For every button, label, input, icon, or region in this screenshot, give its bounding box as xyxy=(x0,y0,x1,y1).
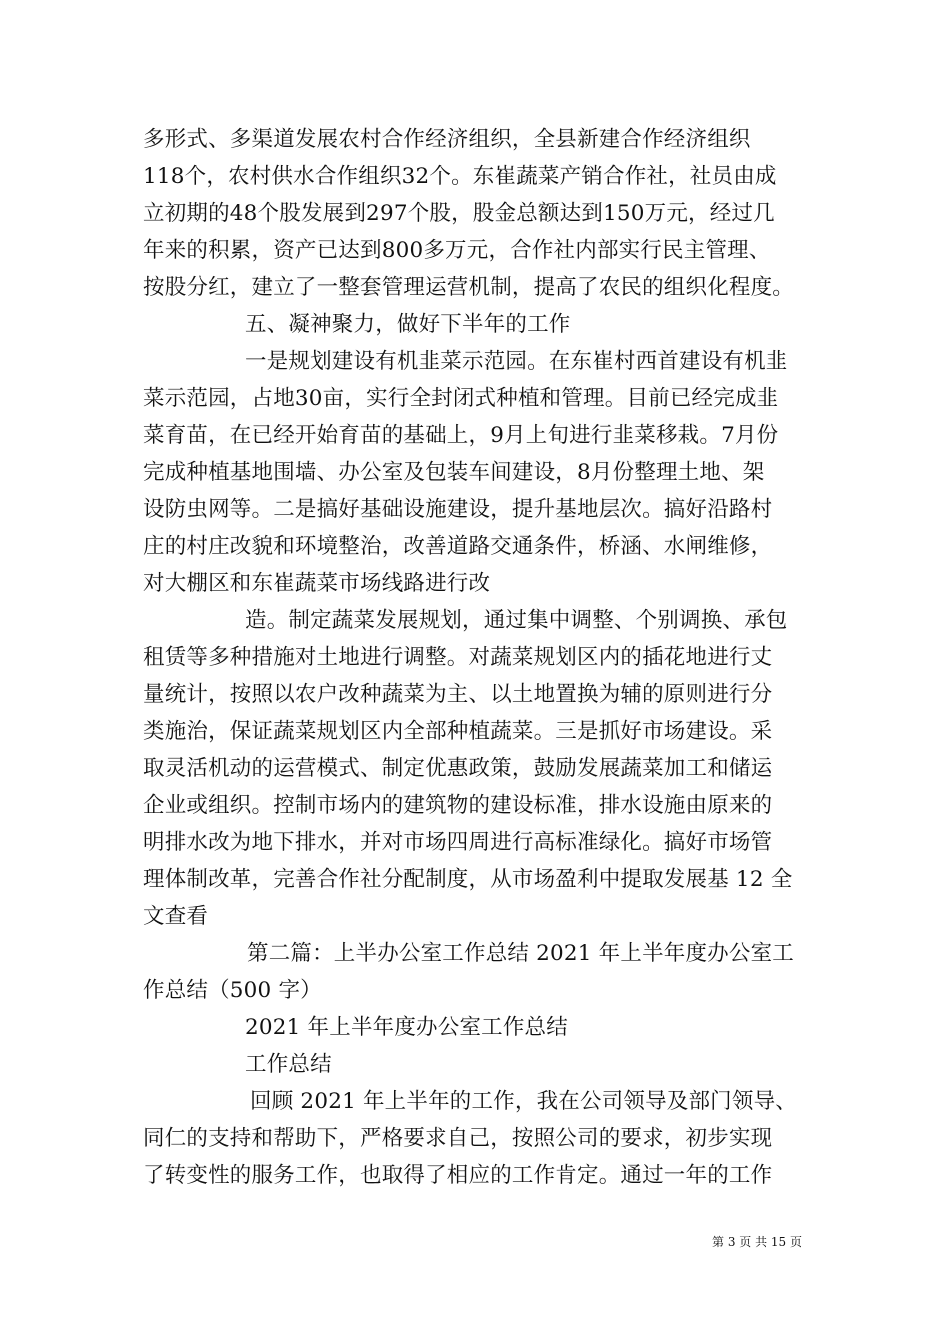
paragraph-line: 了转变性的服务工作，也取得了相应的工作肯定。通过一年的工作 xyxy=(143,1163,773,1188)
paragraph-line: 量统计，按照以农户改种蔬菜为主、以土地置换为辅的原则进行分 xyxy=(143,682,773,707)
paragraph-line: 立初期的48个股发展到297个股，股金总额达到150万元，经过几 xyxy=(143,201,775,226)
paragraph-line: 文查看 xyxy=(143,904,209,929)
paragraph-line: 设防虫网等。二是搞好基础设施建设，提升基地层次。搞好沿路村 xyxy=(143,497,773,522)
part-title: 第二篇：上半办公室工作总结 2021 年上半年度办公室工 xyxy=(247,941,794,966)
part-title: 作总结（500 字） xyxy=(143,978,322,1003)
paragraph-line: 理体制改革，完善合作社分配制度，从市场盈利中提取发展基 12 全 xyxy=(143,867,793,892)
paragraph-line: 造。制定蔬菜发展规划，通过集中调整、个别调换、承包 xyxy=(245,608,788,633)
paragraph-line: 对大棚区和东崔蔬菜市场线路进行改 xyxy=(143,571,491,596)
section-heading: 五、凝神聚力，做好下半年的工作 xyxy=(245,312,571,337)
paragraph-line: 完成种植基地围墙、办公室及包装车间建设，8月份整理土地、架 xyxy=(143,460,765,485)
paragraph-line: 菜示范园，占地30亩，实行全封闭式种植和管理。目前已经完成韭 xyxy=(143,386,779,411)
doc-subtitle: 工作总结 xyxy=(245,1052,332,1077)
paragraph-line: 按股分红，建立了一整套管理运营机制，提高了农民的组织化程度。 xyxy=(143,275,795,300)
paragraph-line: 多形式、多渠道发展农村合作经济组织，全县新建合作经济组织 xyxy=(143,127,751,152)
paragraph-line: 庄的村庄改貌和环境整治，改善道路交通条件，桥涵、水闸维修， xyxy=(143,534,773,559)
paragraph-line: 企业或组织。控制市场内的建筑物的建设标准，排水设施由原来的 xyxy=(143,793,773,818)
paragraph-line: 取灵活机动的运营模式、制定优惠政策，鼓励发展蔬菜加工和储运 xyxy=(143,756,773,781)
paragraph-line: 同仁的支持和帮助下，严格要求自己，按照公司的要求，初步实现 xyxy=(143,1126,773,1151)
paragraph-line: 回顾 2021 年上半年的工作，我在公司领导及部门领导、 xyxy=(250,1089,797,1114)
paragraph-line: 明排水改为地下排水，并对市场四周进行高标准绿化。搞好市场管 xyxy=(143,830,773,855)
paragraph-line: 菜育苗，在已经开始育苗的基础上，9月上旬进行韭菜移栽。7月份 xyxy=(143,423,779,448)
paragraph-line: 类施治，保证蔬菜规划区内全部种植蔬菜。三是抓好市场建设。采 xyxy=(143,719,773,744)
paragraph-line: 租赁等多种措施对土地进行调整。对蔬菜规划区内的插花地进行丈 xyxy=(143,645,773,670)
doc-title: 2021 年上半年度办公室工作总结 xyxy=(245,1015,568,1040)
paragraph-line: 118个，农村供水合作组织32个。东崔蔬菜产销合作社，社员由成 xyxy=(143,164,777,189)
paragraph-line: 一是规划建设有机韭菜示范园。在东崔村西首建设有机韭 xyxy=(245,349,788,374)
paragraph-line: 年来的积累，资产已达到800多万元，合作社内部实行民主管理、 xyxy=(143,238,771,263)
page-number: 第 3 页 共 15 页 xyxy=(712,1235,802,1249)
